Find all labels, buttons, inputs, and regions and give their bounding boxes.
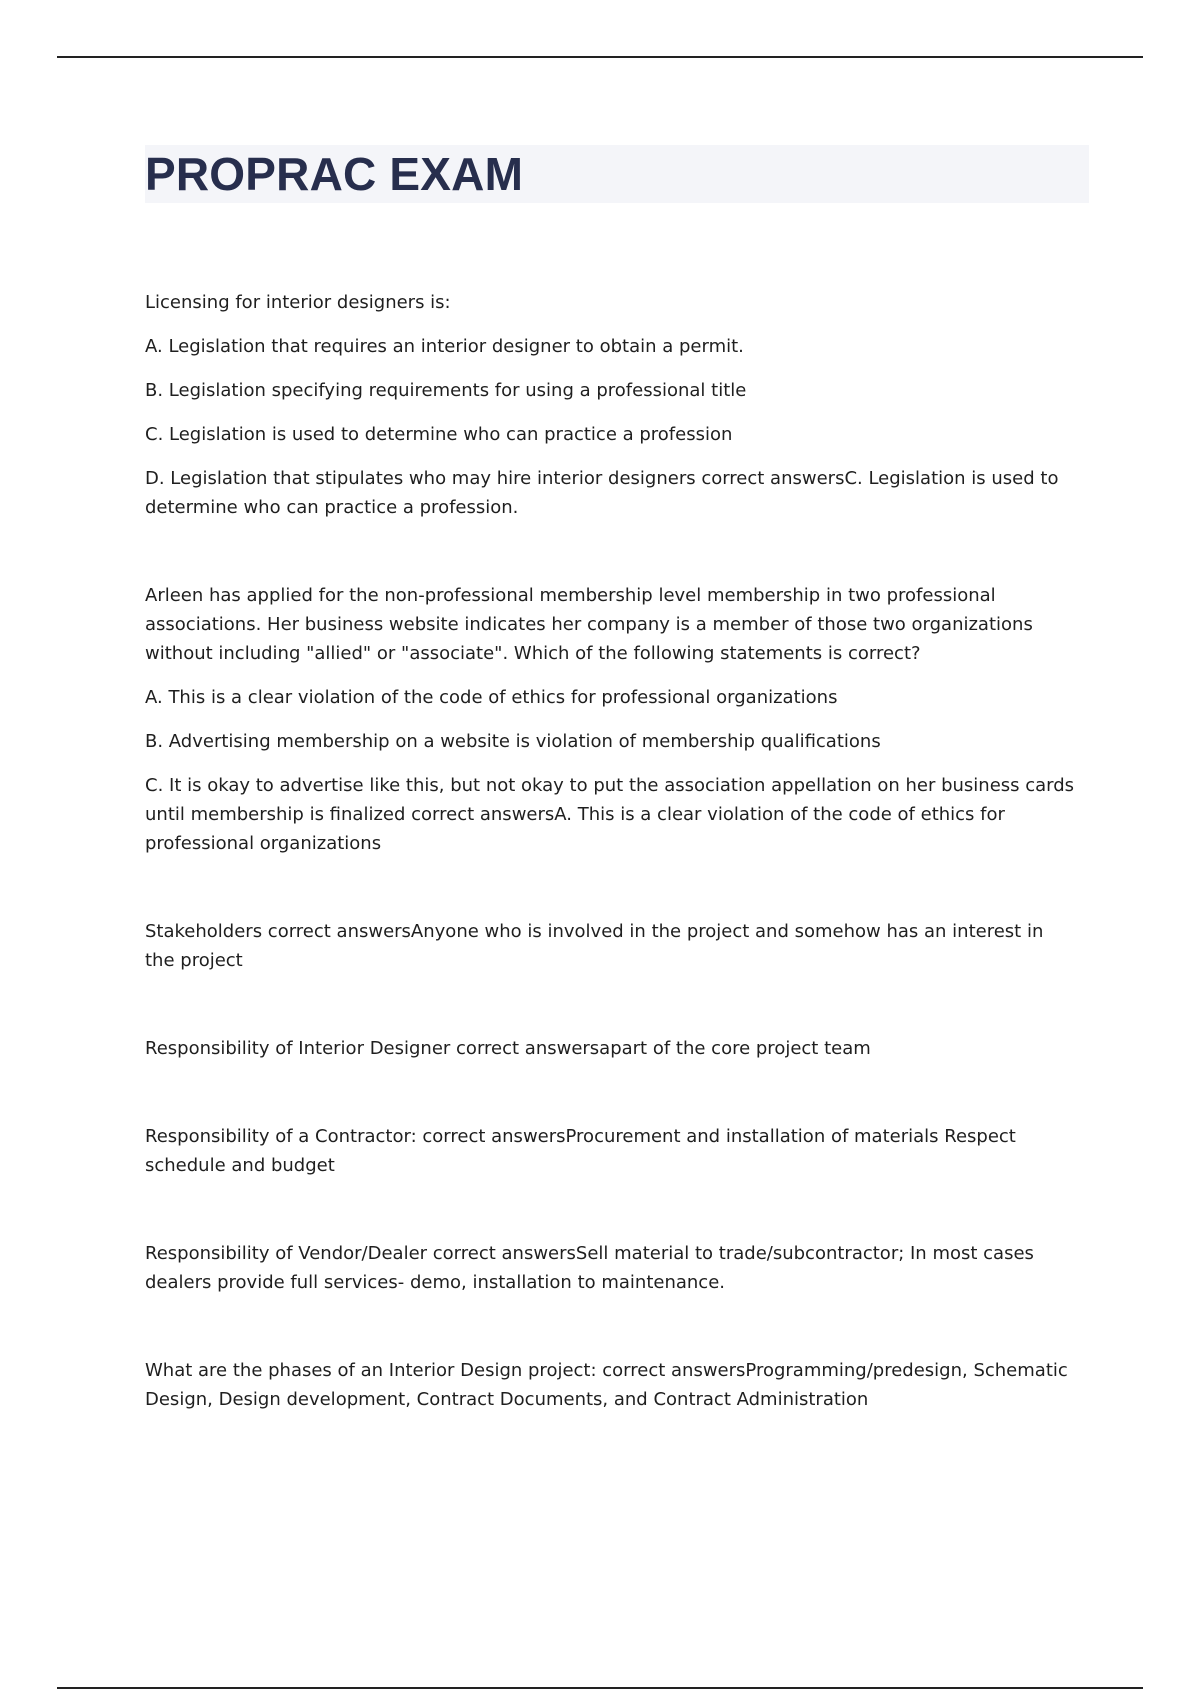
question-prompt: What are the phases of an Interior Design project: correct answersProgramming/predesign, Schematic Design, Design development, Contract Documents, and Contract Administration [145,1360,1068,1410]
footer-rule [57,1687,1143,1689]
page-title: PROPRAC EXAM [145,148,524,200]
question-prompt: Licensing for interior designers is: [145,292,451,313]
document-body [145,288,1075,1414]
answer-option: D. Legislation that stipulates who may hire interior designers correct answersC. Legislation is used to determine who can practice a profession. [145,468,1059,518]
question-block [145,1239,1075,1297]
question-block [145,1034,1075,1063]
question-prompt: Stakeholders correct answersAnyone who is involved in the project and somehow has an interest in the project [145,921,1044,971]
question-block [145,1356,1075,1414]
question-block [145,581,1075,858]
question-block [145,288,1075,522]
question-prompt: Arleen has applied for the non-professional membership level membership in two professional associations. Her business website indicates her company is a member of those two organizations without including "allied" or "associate". Which of the following statements is correct? [145,585,1033,664]
answer-option: B. Advertising membership on a website is violation of membership qualifications [145,731,881,752]
answer-option: B. Legislation specifying requirements for using a professional title [145,380,747,401]
answer-option: A. This is a clear violation of the code of ethics for professional organizations [145,687,838,708]
header-rule [57,56,1143,58]
answer-option: A. Legislation that requires an interior designer to obtain a permit. [145,336,744,357]
question-block [145,917,1075,975]
answer-option: C. It is okay to advertise like this, but not okay to put the association appellation on her business cards until membership is finalized correct answersA. This is a clear violation of the code of ethics for professional organizations [145,775,1075,854]
question-prompt: Responsibility of Vendor/Dealer correct answersSell material to trade/subcontractor; In most cases dealers provide full services- demo, installation to maintenance. [145,1243,1034,1293]
question-prompt: Responsibility of Interior Designer correct answersapart of the core project team [145,1038,871,1059]
question-prompt: Responsibility of a Contractor: correct answersProcurement and installation of materials Respect schedule and budget [145,1126,1016,1176]
answer-option: C. Legislation is used to determine who can practice a profession [145,424,733,445]
question-block [145,1122,1075,1180]
